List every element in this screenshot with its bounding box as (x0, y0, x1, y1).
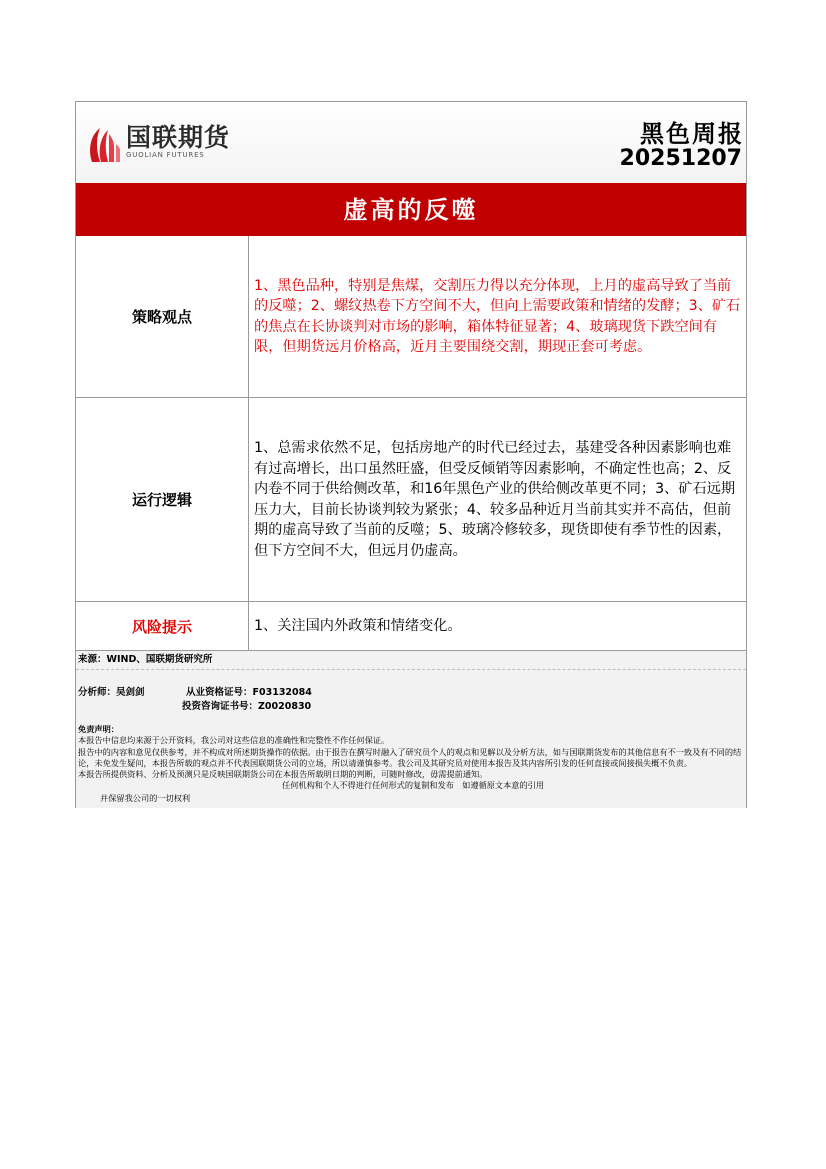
copyright-line: 任何机构和个人不得进行任何形式的复制和发布 如遵循原文本意的引用 (282, 780, 545, 791)
strategy-text: 1、黑色品种，特别是焦煤，交割压力得以充分体现，上月的虚高导致了当前的反噬；2、螺纹热卷下方空间不大，但向上需要政策和情绪的发酵；3、矿石的焦点在长协谈判对市场的影响，箱体特征显著；4、玻璃现货下跌空间有限，但期货远月价格高，近月主要围绕交割，期现正套可考虑。 (254, 277, 741, 355)
strategy-row (76, 236, 746, 398)
risk-row (76, 602, 746, 651)
rights-line: 并保留我公司的一切权利 (100, 792, 191, 803)
report-date: 20251207 (619, 146, 742, 171)
report-type: 黑色周报 (640, 119, 744, 148)
analyst-name: 分析师：吴剑剑 (78, 687, 145, 698)
practice-certificate: 从业资格证号：F03132084 (186, 687, 312, 698)
report-title: 虚高的反噬 (76, 183, 746, 236)
disclaimer (76, 722, 746, 808)
report-footer (76, 651, 746, 808)
analyst-info (76, 670, 746, 722)
strategy-label: 策略观点 (76, 236, 249, 397)
data-source: 来源：WIND、国联期货研究所 (76, 651, 746, 670)
report-page (75, 101, 747, 808)
disclaimer-line: 报告中的内容和意见仅供参考，并不构成对所述期货操作的依据。由于报告在撰写时融入了研究员个人的观点和见解以及分析方法，如与国联期货发布的其他信息有不一致及有不同的结论，未免发生疑问，本报告所载的观点并不代表国联期货公司的立场，所以请谨慎参考。我公司及其研究员对使用本报告及其内容所引发的任何直接或间接损失概不负责。 (78, 746, 742, 768)
logo-name-cn: 国联期货 (126, 123, 231, 152)
company-logo (86, 120, 230, 164)
logic-row (76, 398, 746, 602)
logic-label: 运行逻辑 (76, 398, 249, 601)
risk-label: 风险提示 (76, 602, 249, 650)
logo-name-en: GUOLIAN FUTURES (126, 151, 205, 159)
disclaimer-title: 免责声明： (78, 724, 119, 734)
logic-text: 1、总需求依然不足，包括房地产的时代已经过去，基建受各种因素影响也难有过高增长，出口虽然旺盛，但受反倾销等因素影响，不确定性也高；2、反内卷不同于供给侧改革，和16年黑色产业的供给侧改革更不同；3、矿石远期压力大，目前长协谈判较为紧张；4、较多品种近月当前其实并不高估，但前期的虚高导致了当前的反噬；5、玻璃冷修较多，现货即使有季节性的因素，但下方空间不大，但远月仍虚高。 (254, 440, 736, 559)
disclaimer-line: 本报告中信息均来源于公开资料，我公司对这些信息的准确性和完整性不作任何保证。 (78, 735, 390, 746)
disclaimer-line: 本报告所提供资料、分析及预测只是反映国联期货公司在本报告所载明日期的判断，可随时修改，毋需提前通知。 (78, 769, 488, 780)
guolian-logo-icon (86, 120, 122, 164)
risk-text: 1、关注国内外政策和情绪变化。 (254, 617, 462, 634)
consult-certificate: 投资咨询证书号：Z0020830 (182, 701, 312, 712)
report-header (76, 101, 746, 183)
